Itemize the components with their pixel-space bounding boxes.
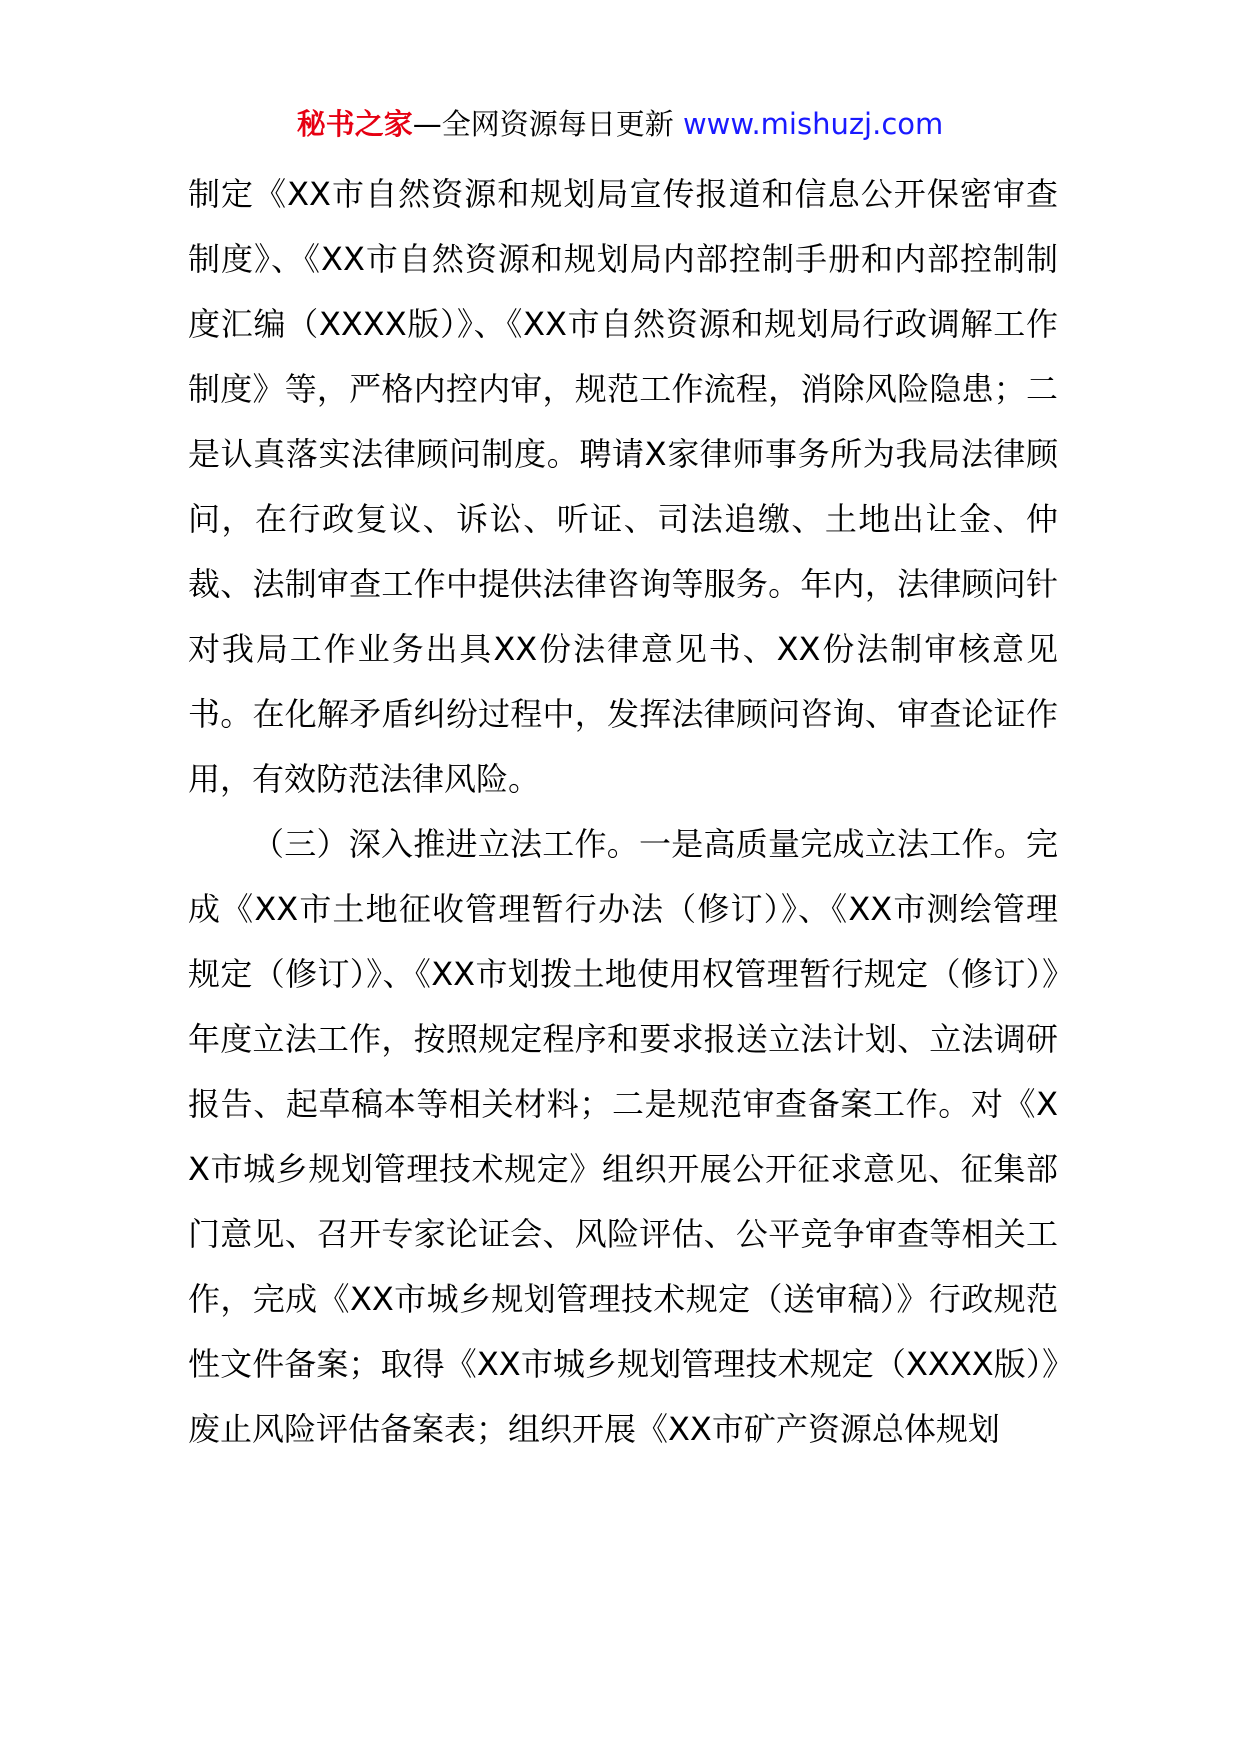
page-header: [0, 98, 1240, 150]
website-link[interactable]: www.mishuzj.com: [682, 107, 944, 141]
brand-name: 秘书之家: [296, 107, 413, 141]
paragraph: （三）深入推进立法工作。一是高质量完成立法工作。完成《XX市土地征收管理暂行办法（修订）》、《XX市测绘管理规定（修订）》、《XX市划拨土地使用权管理暂行规定（修订）》年度立法工作，按照规定程序和要求报送立法计划、立法调研报告、起草稿本等相关材料；二是规范审查备案工作。对《XX市城乡规划管理技术规定》组织开展公开征求意见、征集部门意见、召开专家论证会、风险评估、公平竞争审查等相关工作，完成《XX市城乡规划管理技术规定（送审稿）》行政规范性文件备案；取得《XX市城乡规划管理技术规定（XXXX版）》废止风险评估备案表；组织开展《XX市矿产资源总体规划: [188, 825, 1058, 1448]
document-body: [188, 162, 1058, 1462]
header-tagline: —全网资源每日更新: [412, 107, 683, 141]
paragraph: 制定《XX市自然资源和规划局宣传报道和信息公开保密审查制度》、《XX市自然资源和规划局内部控制手册和内部控制制度汇编（XXXX版）》、《XX市自然资源和规划局行政调解工作制度》等，严格内控内审，规范工作流程，消除风险隐患；二是认真落实法律顾问制度。聘请X家律师事务所为我局法律顾问，在行政复议、诉讼、听证、司法追缴、土地出让金、仲裁、法制审查工作中提供法律咨询等服务。年内，法律顾问针对我局工作业务出具XX份法律意见书、XX份法制审核意见书。在化解矛盾纠纷过程中，发挥法律顾问咨询、审查论证作用，有效防范法律风险。: [188, 175, 1058, 798]
